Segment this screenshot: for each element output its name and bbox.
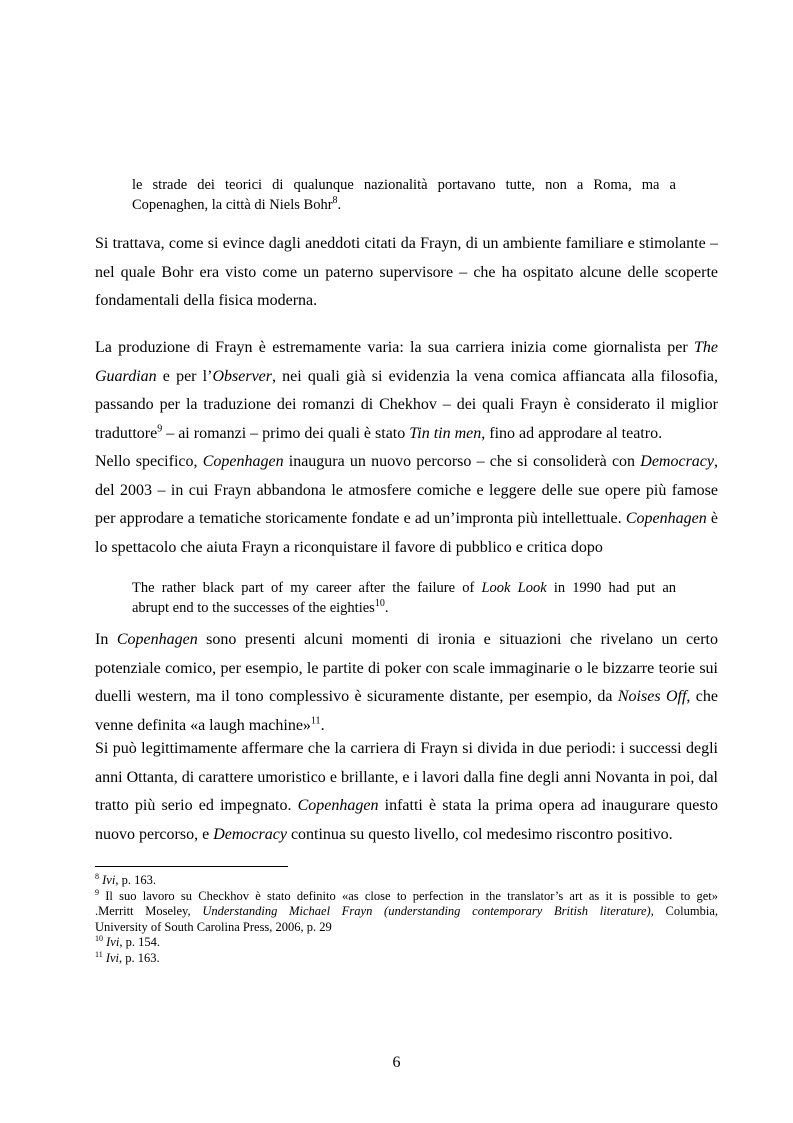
text-line: passando per la traduzione dei romanzi di Chekhov – dei quali Frayn è considerato il miglior (95, 396, 718, 413)
quote-line: The rather black part of my career after the failure of Look Look in 1990 had put an (132, 580, 677, 596)
page-number: 6 (392, 1054, 401, 1071)
text-line: per approdare a tematiche storicamente fondate e ad un’impronta più intellettuale. Copenhagen è (95, 510, 718, 527)
text-line: traduttore$^9$ – ai romanzi – primo dei quali è stato Tin tin men, fino ad approdare al teatro. (95, 423, 663, 442)
text-line: tratto più serio ed impegnato. Copenhagen infatti è stata la prima opera ad inaugurare questo (95, 797, 719, 814)
text-line: anni Ottanta, di carattere umoristico e brillante, e i lavori dalla fine degli anni Novanta in poi, dal (95, 768, 718, 786)
paragraph-4 (95, 626, 718, 740)
quote-line: abrupt end to the successes of the eighties$^{10}$. (132, 598, 389, 616)
text-line: Guardian e per l’Observer, nei quali già si evidenzia la vena comica affiancata alla filosofia, (95, 367, 718, 385)
footnote-10: $^{10}$ Ivi, p. 154. (95, 933, 160, 949)
text-line: La produzione di Frayn è estremamente varia: la sua carriera inizia come giornalista per The (95, 339, 718, 356)
footnote-11: $^{11}$ Ivi, p. 163. (95, 949, 160, 965)
text-line: lo spettacolo che aiuta Frayn a riconquistare il favore di pubblico e critica dopo (95, 538, 603, 556)
text-line: fondamentali della fisica moderna. (95, 292, 318, 309)
text-line: nuovo percorso, e Democracy continua su questo livello, col medesimo riscontro positivo. (95, 825, 673, 843)
text-line: Si può legittimamente affermare che la carriera di Frayn si divida in due periodi: i successi degli (95, 740, 718, 757)
text-line: del 2003 – in cui Frayn abbandona le atmosfere comiche e leggere delle sue opere più famose (95, 481, 718, 499)
footnotes (95, 873, 718, 966)
text-line: Si trattava, come si evince dagli aneddoti citati da Frayn, di un ambiente familiare e stimolante – (95, 235, 718, 252)
paragraph-1 (95, 230, 718, 316)
footnote-ref: 8 (332, 195, 338, 207)
text-line: Nello specifico, Copenhagen inaugura un nuovo percorso – che si consoliderà con Democracy, (95, 453, 719, 470)
paragraph-3 (95, 448, 718, 562)
block-quote-1 (132, 175, 676, 215)
text-line: nel quale Bohr era visto come un paterno supervisore – che ha ospitato alcune delle scoperte (95, 263, 718, 281)
paragraph-2 (95, 334, 718, 448)
paragraph-5 (95, 735, 718, 849)
text-line: potenziale comico, per esempio, le partite di poker con scale immaginarie o le bizzarre teorie sui (95, 659, 718, 677)
block-quote-2 (132, 578, 676, 618)
footnote-ref: 10 (374, 598, 385, 610)
footnote-9: $^9$ Il suo lavoro su Checkhov è stato definito «as close to perfection in the translator’s art as it is possible to get» .Merritt Moseley, Understanding Michael Frayn (understanding contemporary British literature), Columbia, University of South Carolina Press, 2006, p. 29 (95, 887, 718, 934)
footnote-ref: 11 (310, 715, 321, 727)
footnote-ref: 9 (157, 423, 163, 435)
text-line: duelli western, ma il tono complessivo è sicuramente distante, per esempio, da Noises Off, che (95, 688, 718, 705)
quote-line: Copenaghen, la città di Niels Bohr$^8$. (132, 195, 342, 213)
text-line: venne definita «a laugh machine»$^{11}$. (95, 715, 325, 734)
footnote-8: $^8$ Ivi, p. 163. (95, 871, 156, 887)
footnote-separator (95, 866, 288, 867)
text-line: In Copenhagen sono presenti alcuni momenti di ironia e situazioni che rivelano un certo (95, 631, 719, 648)
quote-line: le strade dei teorici di qualunque nazionalità portavano tutte, non a Roma, ma a (132, 177, 676, 193)
